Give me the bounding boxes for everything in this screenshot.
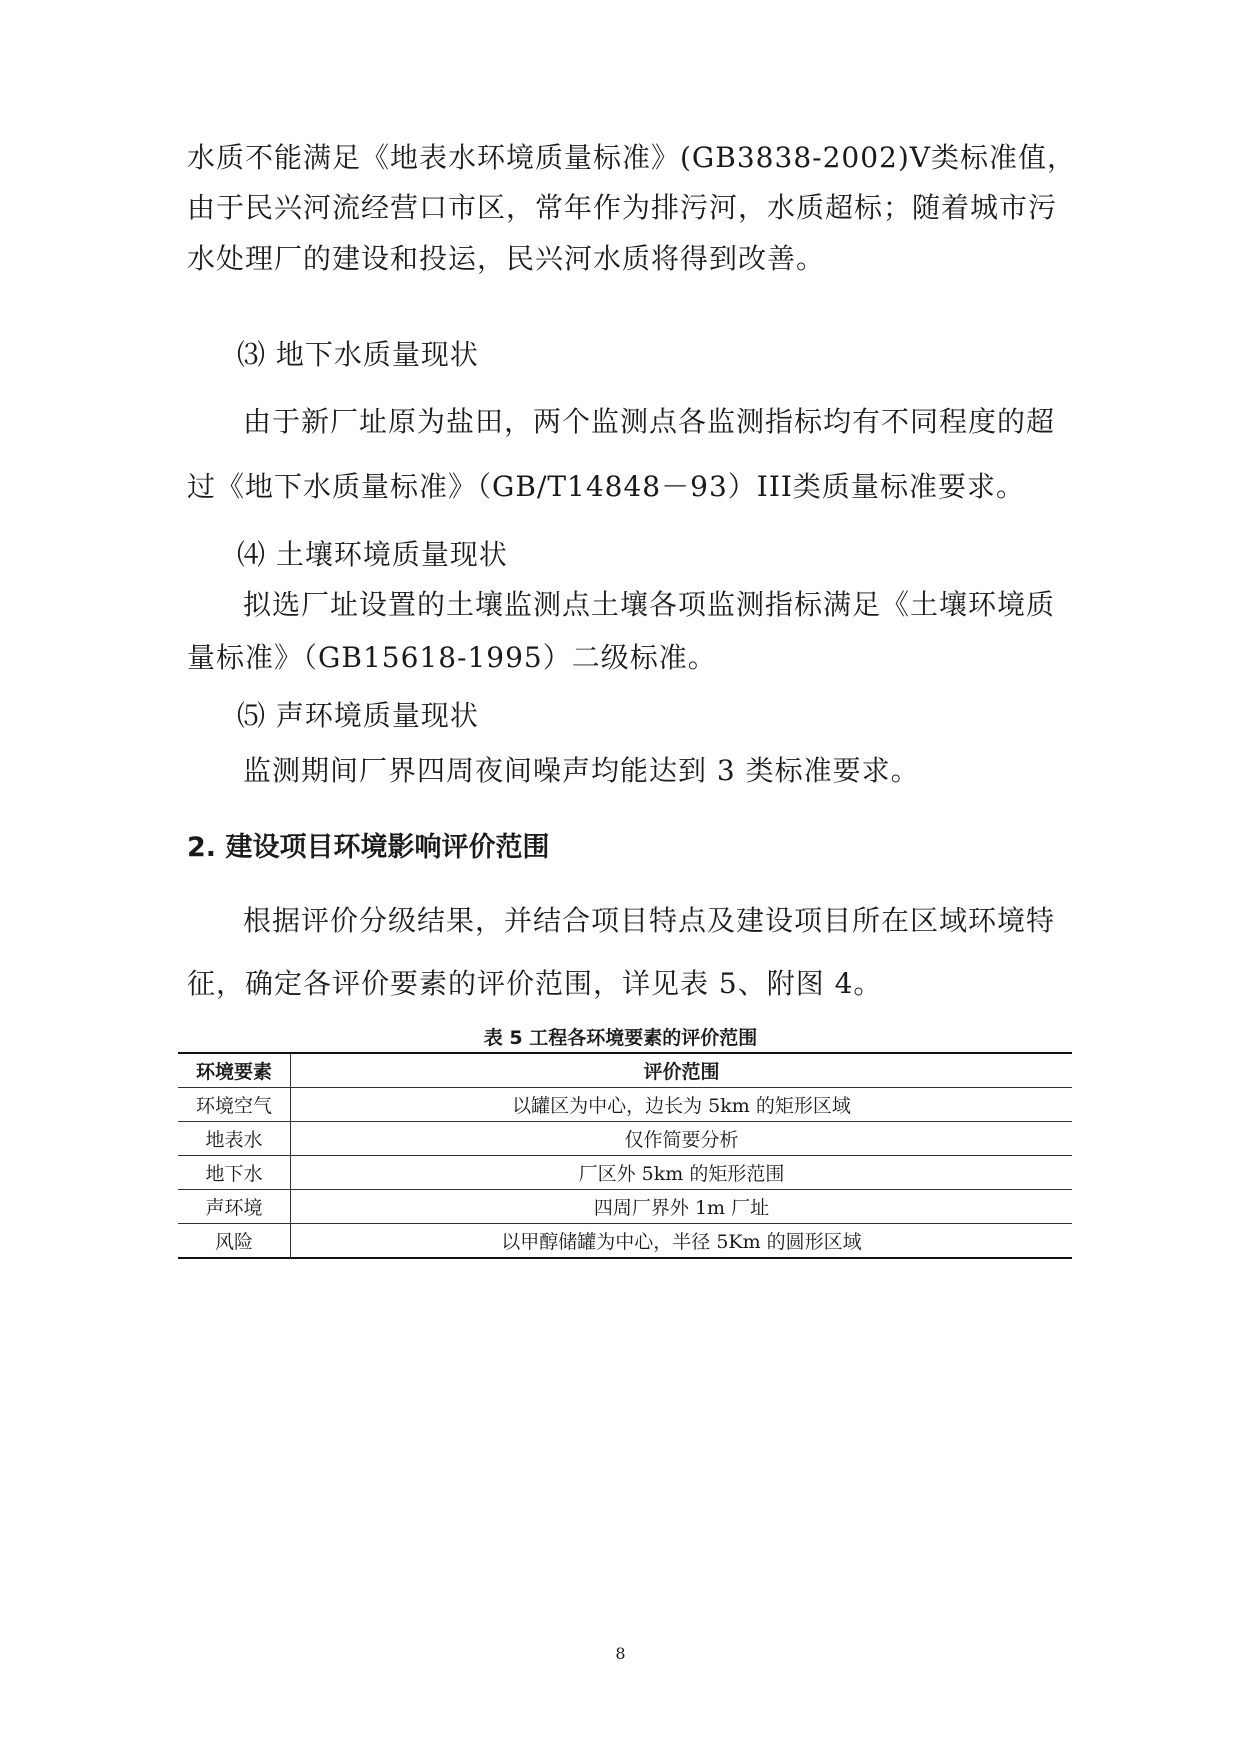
table-row (178, 1224, 1072, 1259)
subheading-soil: ⑷ 土壤环境质量现状 (237, 538, 508, 571)
row-element: 风险 (178, 1224, 291, 1259)
table-row (178, 1156, 1072, 1190)
table-header-row (178, 1053, 1072, 1088)
row-scope: 厂区外 5km 的矩形范围 (291, 1156, 1073, 1190)
subheading-groundwater: ⑶ 地下水质量现状 (237, 338, 479, 371)
row-element: 地表水 (178, 1122, 291, 1156)
paragraph-1-line-1: 水质不能满足《地表水环境质量标准》(GB3838-2002)Ⅴ类标准值， (187, 141, 1076, 174)
evaluation-scope-table (178, 1052, 1072, 1259)
paragraph-3-line-1: 拟选厂址设置的土壤监测点土壤各项监测指标满足《土壤环境质 (243, 588, 1056, 621)
paragraph-2-line-1: 由于新厂址原为盐田，两个监测点各监测指标均有不同程度的超 (243, 405, 1056, 438)
row-scope: 以甲醇储罐为中心，半径 5Km 的圆形区域 (501, 1231, 862, 1253)
row-scope: 四周厂界外 1m 厂址 (291, 1190, 1073, 1224)
paragraph-1-line-3: 水处理厂的建设和投运，民兴河水质将得到改善。 (187, 242, 826, 275)
paragraph-5-line-2: 征，确定各评价要素的评价范围，详见表 5、附图 4。 (187, 967, 883, 1000)
header-scope: 评价范围 (291, 1053, 1073, 1088)
table-caption: 表 5 工程各环境要素的评价范围 (483, 1027, 758, 1049)
table-row (178, 1088, 1072, 1122)
row-element: 地下水 (178, 1156, 291, 1190)
paragraph-4: 监测期间厂界四周夜间噪声均能达到 3 类标准要求。 (243, 754, 920, 787)
table-row (178, 1190, 1072, 1224)
paragraph-3-line-2: 量标准》（GB15618-1995）二级标准。 (187, 641, 717, 674)
row-element: 声环境 (178, 1190, 291, 1224)
subheading-noise: ⑸ 声环境质量现状 (237, 699, 479, 732)
paragraph-2-line-2: 过《地下水质量标准》（GB/T14848－93）III类质量标准要求。 (187, 470, 1025, 503)
table-row (178, 1122, 1072, 1156)
row-element: 环境空气 (178, 1088, 291, 1122)
row-scope: 仅作简要分析 (291, 1122, 1073, 1156)
paragraph-1-line-2: 由于民兴河流经营口市区，常年作为排污河，水质超标；随着城市污 (187, 191, 1058, 224)
paragraph-5-line-1: 根据评价分级结果，并结合项目特点及建设项目所在区域环境特 (243, 904, 1056, 937)
page-number: 8 (615, 1644, 626, 1663)
section-heading-2: 2. 建设项目环境影响评价范围 (187, 832, 550, 863)
row-scope: 以罐区为中心，边长为 5km 的矩形区域 (291, 1088, 1073, 1122)
header-element: 环境要素 (178, 1053, 291, 1088)
